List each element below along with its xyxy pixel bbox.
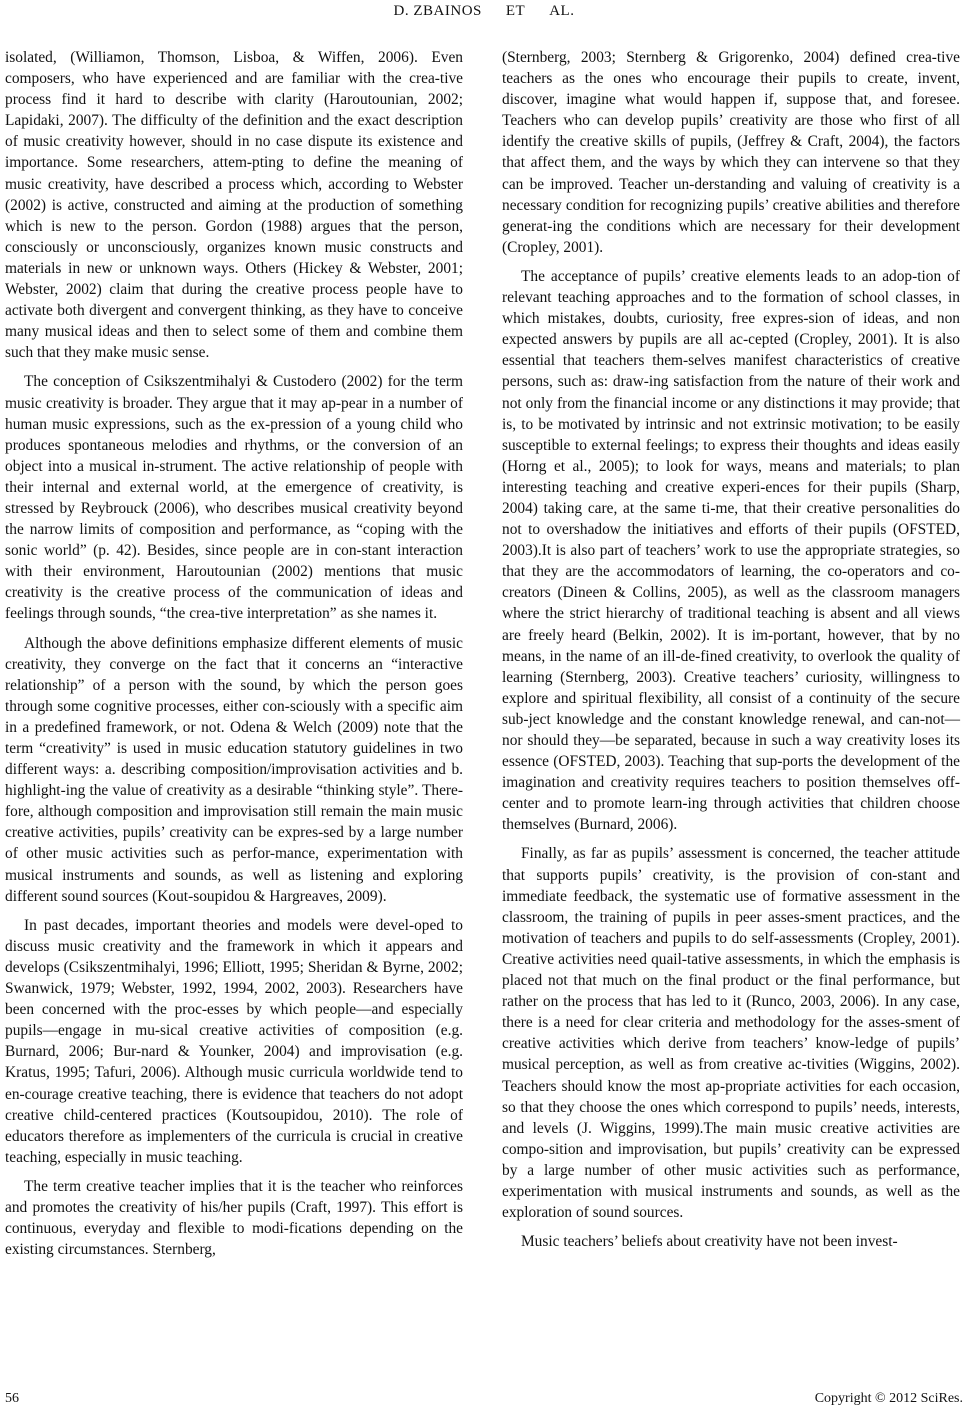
paragraph: In past decades, important theories and models were devel-oped to discuss music creativity and the framework in which it appears and develops (Csikszentmihalyi, 1996; Elliott, 1995; Sheridan & Byrne, 2002; Swanwick, 1979; Webster, 1992, 1994, 2002, 2003). Researchers have been concerned with the proc-esses by which people—and especially pupils—engage in mu-sical creative activities of composition (e.g. Burnard, 2006; Bur-nard & Younker, 2004) and improvisation (e.g. Kratus, 1995; Tafuri, 2006). Although music curricula worldwide tend to en-courage creative teaching, there is evidence that teachers do not adopt creative child-centered practices (Koutsoupidou, 2010). The role of educators therefore as implementers of the curricula is crucial in creative teaching, especially in music teaching. [5,916,463,1166]
header-al: AL. [549,3,575,19]
paragraph: Music teachers’ beliefs about creativity have not been invest- [521,1233,898,1251]
header-et: ET [505,3,526,19]
paragraph: isolated, (Williamon, Thomson, Lisboa, & Wiffen, 2006). Even composers, who have experienced and are familiar with the crea-tive process find it hard to describe with clarity (Haroutounian, 2002; Lapidaki, 2007). The difficulty of the definition and the exact description of music creativity however, should in no case dispute its existence and importance. Some researchers, attem-pting to define the meaning of music creativity, have described a process which, according to Webster (2002) is active, constructed and aiming at the production of something which is new to the person. Gordon (1988) argues that the person, consciously or unconsciously, organizes known music constructs and materials in new or unknown ways. Others (Hickey & Webster, 2001; Webster, 2002) claim that during the creative process people have to activate both divergent and convergent thinking, as they have to conceive many musical ideas and then to select some of them and combine them such that they make music sense. [5,49,463,362]
paragraph: The term creative teacher implies that it is the teacher who reinforces and promotes the creativity of his/her pupils (Craft, 1997). This effort is continuous, everyday and flexible to modi-fications depending on the existing circumstances. Sternberg, [5,1177,463,1259]
paragraph: (Sternberg, 2003; Sternberg & Grigorenko, 2004) defined crea-tive teachers as the ones who encourage their pupils to create, invent, discover, imagine what would happen if, suppose that, and foresee. Teachers who can develop pupils’ creativity are those who first of all identify the creative skills of pupils, (Jeffrey & Craft, 2004), the factors that affect them, and the ways by which they can intervene so that they can be improved. Teacher un-derstanding and valuing of creativity is a necessary condition for recognizing pupils’ creative abilities and therefore generat-ing the conditions which are necessary for their development (Cropley, 2001). [502,49,960,256]
copyright-notice: Copyright © 2012 SciRes. [814,1391,963,1406]
paragraph: Although the above definitions emphasize different elements of music creativity, they converge on the fact that it concerns an “interactive relationship” of a person with the sound, by which the person goes through some cognitive processes, either con-sciously with a specific aim in a predefined framework, or not. Odena & Welch (2009) note that the term “creativity” is used in music education statutory guidelines in two different ways: a. describing composition/improvisation activities and b. highlight-ing the value of creativity as a desirable “thinking style”. There-fore, although composition and improvisation still remain the main music creative activities, pupils’ creativity can be expres-sed by a large number of other music activities such as perfor-mance, experimentation with musical instruments and sounds, as well as listening and exploring different sound sources (Kout-soupidou & Hargreaves, 2009). [5,634,463,905]
running-header [0,0,968,24]
header-author: D. ZBAINOS [393,3,482,19]
page-number: 56 [5,1391,19,1406]
paragraph: The acceptance of pupils’ creative elements leads to an adop-tion of relevant teaching approaches and to the formation of school classes, in which mistakes, doubts, curiosity, free expres-sion of ideas, and non expected answers by pupils are all ac-cepted (Cropley, 2001). It is also essential that teachers them-selves manifest characteristics of creative persons, such as: draw-ing satisfaction from the nature of their work and not only from the financial income or any distinctions it may provide; that is, to be motivated by intrinsic and not extrinsic motivation; to be easily susceptible to external feelings; to express their thoughts and ideas easily (Horng et al., 2005); to look for ways, means and materials; to plan interesting teaching and creative experi-ences for their pupils (Sharp, 2004) taking care, at the same ti-me, that their creative personalities do not to overshadow the initiatives and efforts of their pupils (OFSTED, 2003).It is also part of teachers’ work to use the appropriate strategies, so that they are the accommodators of learning, the co-operators and co-creators (Dineen & Collins, 2005), as well as the classroom managers where the strict hierarchy of traditional teaching is absent and all views are freely heard (Belkin, 2002). It is im-portant, however, that by no means, in the name of an ill-de-fined creativity, to overlook the quality of learning (Sternberg, 2003). Creative teachers’ curiosity, willingness to explore and spiritual flexibility, all consist of a continuity of the secure sub-ject knowledge and the constant knowledge renewal, and can-not—nor should they—be separated, because in such a way creativity loses its essence (OFSTED, 2003). Teaching that sup-ports the development of the imagination and creativity requires teachers to position themselves off-center and to promote learn-ing through activities that children choose themselves (Burnard, 2006). [502,267,960,834]
paragraph: Finally, as far as pupils’ assessment is concerned, the teacher attitude that supports pupils’ creativity, is the provision of con-stant and immediate feedback, the systematic use of formative assessment in the classroom, the training of pupils in peer asses-sment practices, and the motivation of teachers and pupils to do self-assessments (Cropley, 2001). Creative activities need quail-tative assessments, in which the emphasis is placed not that much on the final product or the final performance, but rather on the process that has led to it (Runco, 2003, 2006). In any case, there is a need for clear criteria and methodology for the asses-sment of creative activities which derive from teachers’ know-ledge of pupils’ musical perception, as well as from creative ac-tivities (Wiggins, 2002). Teachers should know the most ap-propriate activities for each occasion, so that they choose the ones which correspond to pupils’ needs, interests, and levels (J. Wiggins, 1999).The main music creative activities are compo-sition and improvisation, but pupils’ creativity can be expressed by a large number of other music activities such as performance, experimentation with musical instruments and sounds, as well as the exploration of sound sources. [502,845,960,1222]
left-column [5,47,463,1268]
paragraph: The conception of Csikszentmihalyi & Custodero (2002) for the term music creativity is broader. They argue that it may ap-pear in a number of human music expressions, such as the ex-pression of a young child who produces spontaneous melodies and rhythms, or the conversion of an object into a musical in-strument. The active relationship of people with their internal and external world, at the emergence of creativity, is stressed by Reybrouck (2006), who describes musical creativity beyond the narrow limits of composition and performance, as “coping with the sonic world” (p. 42). Besides, since people are in con-stant interaction with their environment, Haroutounian (2002) mentions that music creativity is the creative process of the communication of ideas and feelings through sounds, “the crea-tive interpretation” as she names it. [5,373,463,623]
right-column [502,47,960,1260]
